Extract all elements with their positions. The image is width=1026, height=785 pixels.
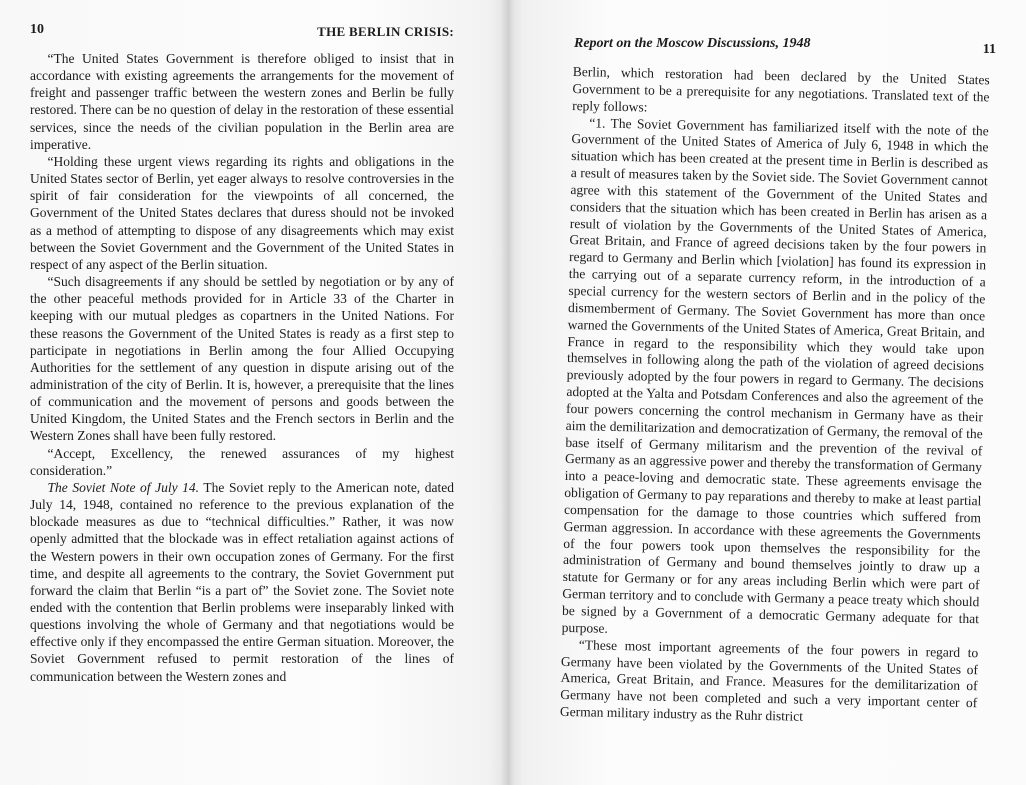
paragraph: “The United States Government is therefore obliged to insist that in accordance with existing agreements the arrangements for the movement of freight and passenger traffic between the western zones and Berlin be fully restored. There can be no question of delay in the restoration of these essential services, since the needs of the civilian population in the Berlin area are imperative. xyxy=(30,51,454,152)
left-page-body xyxy=(30,50,454,685)
section-lead-in: The Soviet Note of July 14. xyxy=(47,479,200,495)
paragraph xyxy=(30,479,454,685)
paragraph: “1. The Soviet Government has familiarized itself with the note of the Government of the United States of America of July 6, 1948 in which the situation which has been created at the present time in Berlin is described as a result of measures taken by the Soviet side. The Soviet Government cannot agree with this statement of the Government of the United States and considers that the situation which has been created in Berlin has arisen as a result of violation by the Governments of the United States of America, Great Britain, and France of agreed decisions taken by the four powers in regard to Germany and Berlin which [violation] has found its expression in the carrying out of a separate currency reform, in the introduction of a special currency for the western sectors of Berlin and in the policy of the dismemberment of Germany. The Soviet Government has more than once warned the Governments of the United States of America, Great Britain, and France in regard to the responsibility which they would take upon themselves in following along the path of the violation of agreed decisions previously adopted by the four powers in regard to Germany. The decisions adopted at the Yalta and Potsdam Conferences and also the agreement of the four powers concerning the control mechanism in Germany have as their aim the demilitarization and democratization of Germany, the removal of the base itself of Germany militarism and the prevention of the revival of Germany as an aggressive power and thereby the transformation of Germany into a peace-loving and democratic state. These agreements envisage the obligation of Germany to pay reparations and thereby to make at least partial compensation for the damage to those countries which suffered from German aggression. In accordance with these agreements the Governments of the four powers took upon themselves the responsibility for the administration of Germany and bound themselves jointly to draw up a statute for Germany or for any areas including Berlin which were part of German territory and to conclude with Germany a peace treaty which should be signed by a Government of a democratic Germany adequate for that purpose. xyxy=(561,114,989,636)
paragraph: “Such disagreements if any should be settled by negotiation or by any of the other peaceful methods provided for in Article 33 of the Charter in keeping with our mutual pledges as copartners in the United Nations. For these reasons the Government of the United States is ready as a first step to participate in negotiations in Berlin among the four Allied Occupying Authorities for the settlement of any question in dispute arising out of the administration of the city of Berlin. It is, however, a prerequisite that the lines of communication and the movement of persons and goods between the United Kingdom, the United States and the French sectors in Berlin and the Western Zones shall have been fully restored. xyxy=(30,274,454,444)
right-page xyxy=(508,0,1026,785)
paragraph-text: The Soviet reply to the American note, dated July 14, 1948, contained no reference to the previous explanation of the blockade measures as due to “technical difficulties.” Rather, it was now openly admitted that the blockade was in effect retaliation against actions of the Western powers in their own occupation zones of Germany. For the first time, and despite all agreements to the contrary, the Soviet Government put forward the claim that Berlin “is a part of” the Soviet zone. The Soviet note ended with the contention that Berlin problems were inseparably linked with questions involving the whole of Germany and that negotiations would be effective only if they encompassed the entire German situation. Moreover, the Soviet Government refused to permit restoration of the lines of communication between the Western zones and xyxy=(30,479,454,684)
right-page-body xyxy=(560,64,990,729)
running-head-left: THE BERLIN CRISIS: xyxy=(317,24,454,39)
left-page xyxy=(0,0,508,785)
paragraph: “Accept, Excellency, the renewed assurances of my highest consideration.” xyxy=(30,445,454,478)
page-number-right: 11 xyxy=(982,42,996,57)
paragraph: “These most important agreements of the four powers in regard to Germany have been violated by the Governments of the United States of America, Great Britain, and France. Measures for the demilitarization of Germany have not been completed and such a very important center of German military industry as the Ruhr district xyxy=(559,636,979,724)
book-gutter xyxy=(500,0,514,785)
page-number-left: 10 xyxy=(30,22,44,37)
paragraph: “Holding these urgent views regarding its rights and obligations in the United States sector of Berlin, yet eager always to resolve controversies in the spirit of fair consideration for the viewpoints of all concerned, the Government of the United States declares that duress should not be invoked as a method of attempting to dispose of any disagreements which may exist between the Soviet Government and the Government of the United States in respect of any aspect of the Berlin situation. xyxy=(30,153,454,272)
paragraph: Berlin, which restoration had been declared by the United States Government to be a prerequisite for any negotiations. Translated text of the reply follows: xyxy=(572,64,990,115)
running-head-right: Report on the Moscow Discussions, 1948 xyxy=(574,36,811,51)
